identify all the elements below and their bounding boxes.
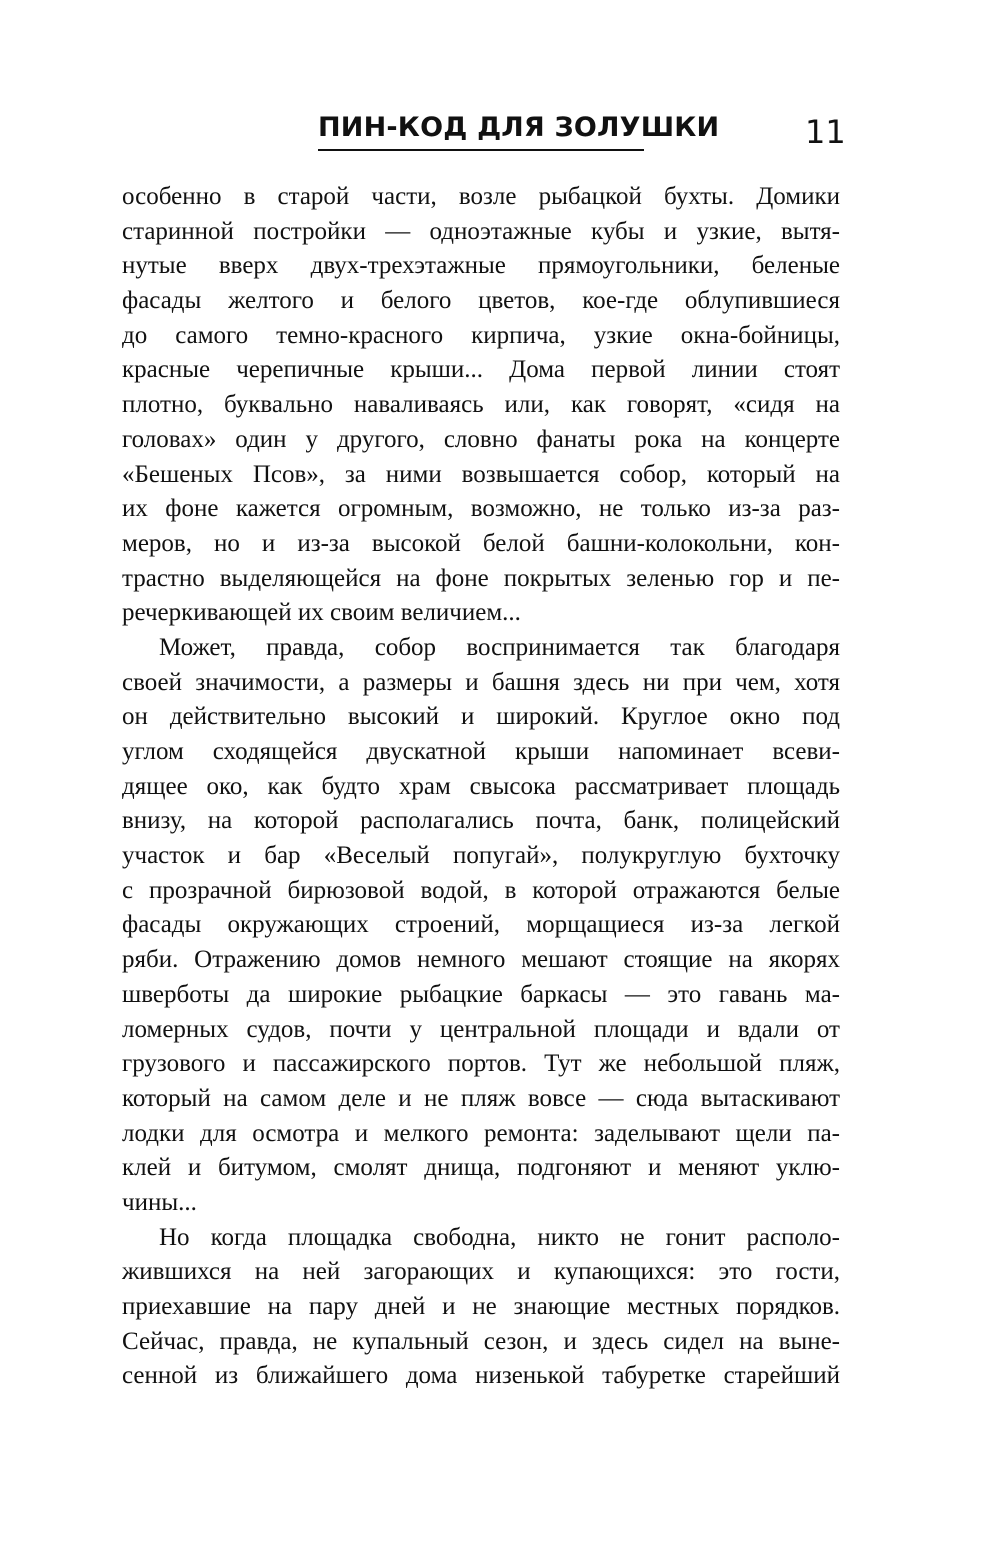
text-line: дящее око, как будто храм свысока рассматривает площадь	[122, 772, 840, 800]
text-line: речеркивающей их своим величием...	[122, 599, 521, 627]
text-line: своей значимости, а размеры и башня здесь ни при чем, хотя	[122, 668, 840, 696]
text-line: клей и битумом, смолят днища, подгоняют и меняют уклю-	[122, 1154, 840, 1182]
text-line: до самого темно-красного кирпича, узкие окна-бойницы,	[122, 321, 840, 349]
text-line: грузового и пассажирского портов. Тут же небольшой пляж,	[122, 1050, 840, 1078]
text-line: углом сходящейся двускатной крыши напоминает всеви-	[122, 738, 840, 765]
text-line: Может, правда, собор воспринимается так благодаря	[159, 633, 840, 661]
text-line: Но когда площадка свободна, никто не гонит располо-	[159, 1223, 840, 1251]
text-line: особенно в старой части, возле рыбацкой бухты. Домики	[122, 183, 840, 210]
page-number: 11	[805, 113, 846, 151]
text-line: «Бешеных Псов», за ними возвышается собор, который на	[122, 460, 840, 488]
text-line: фасады окружающих строений, морщащиеся из-за легкой	[122, 911, 840, 939]
text-line: с прозрачной бирюзовой водой, в которой отражаются белые	[122, 876, 840, 904]
text-line: приехавшие на пару дней и не знающие местных порядков.	[122, 1293, 840, 1320]
text-line: ломерных судов, почти у центральной площади и вдали от	[122, 1015, 840, 1043]
text-line: он действительно высокий и широкий. Круглое окно под	[122, 703, 840, 731]
text-line: участок и бар «Веселый попугай», полукруглую бухточку	[122, 842, 840, 870]
text-line: нутые вверх двух-трехэтажные прямоугольники, беленые	[122, 252, 840, 280]
text-line: ряби. Отражению домов немного мешают стоящие на якорях	[122, 946, 840, 974]
running-header-title: ПИН-КОД ДЛЯ ЗОЛУШКИ	[318, 112, 720, 143]
body-text	[122, 180, 840, 1394]
text-line: Сейчас, правда, не купальный сезон, и здесь сидел на выне-	[122, 1327, 840, 1355]
text-line: сенной из ближайшего дома низенькой табуретке старейший	[122, 1362, 840, 1390]
text-line: плотно, буквально наваливаясь или, как говорят, «сидя на	[122, 391, 840, 419]
text-line: внизу, на которой располагались почта, банк, полицейский	[122, 807, 840, 835]
text-line: старинной постройки — одноэтажные кубы и узкие, вытя-	[122, 217, 840, 245]
text-line: который на самом деле и не пляж вовсе — сюда вытаскивают	[122, 1084, 840, 1112]
text-line: чины...	[122, 1188, 197, 1216]
header-underline	[318, 149, 644, 151]
text-line: красные черепичные крыши... Дома первой линии стоят	[122, 356, 840, 384]
text-line: лодки для осмотра и мелкого ремонта: заделывают щели па-	[122, 1119, 840, 1147]
text-line: жившихся на ней загорающих и купающихся: это гости,	[122, 1258, 840, 1286]
text-line: головах» один у другого, словно фанаты рока на концерте	[122, 425, 840, 453]
text-line: шверботы да широкие рыбацкие баркасы — это гавань ма-	[122, 980, 840, 1008]
text-line: фасады желтого и белого цветов, кое-где облупившиеся	[122, 287, 840, 315]
text-line: трастно выделяющейся на фоне покрытых зеленью гор и пе-	[122, 564, 840, 592]
text-line: их фоне кажется огромным, возможно, не только из-за раз-	[122, 495, 840, 523]
text-line: меров, но и из-за высокой белой башни-колокольни, кон-	[122, 529, 840, 557]
